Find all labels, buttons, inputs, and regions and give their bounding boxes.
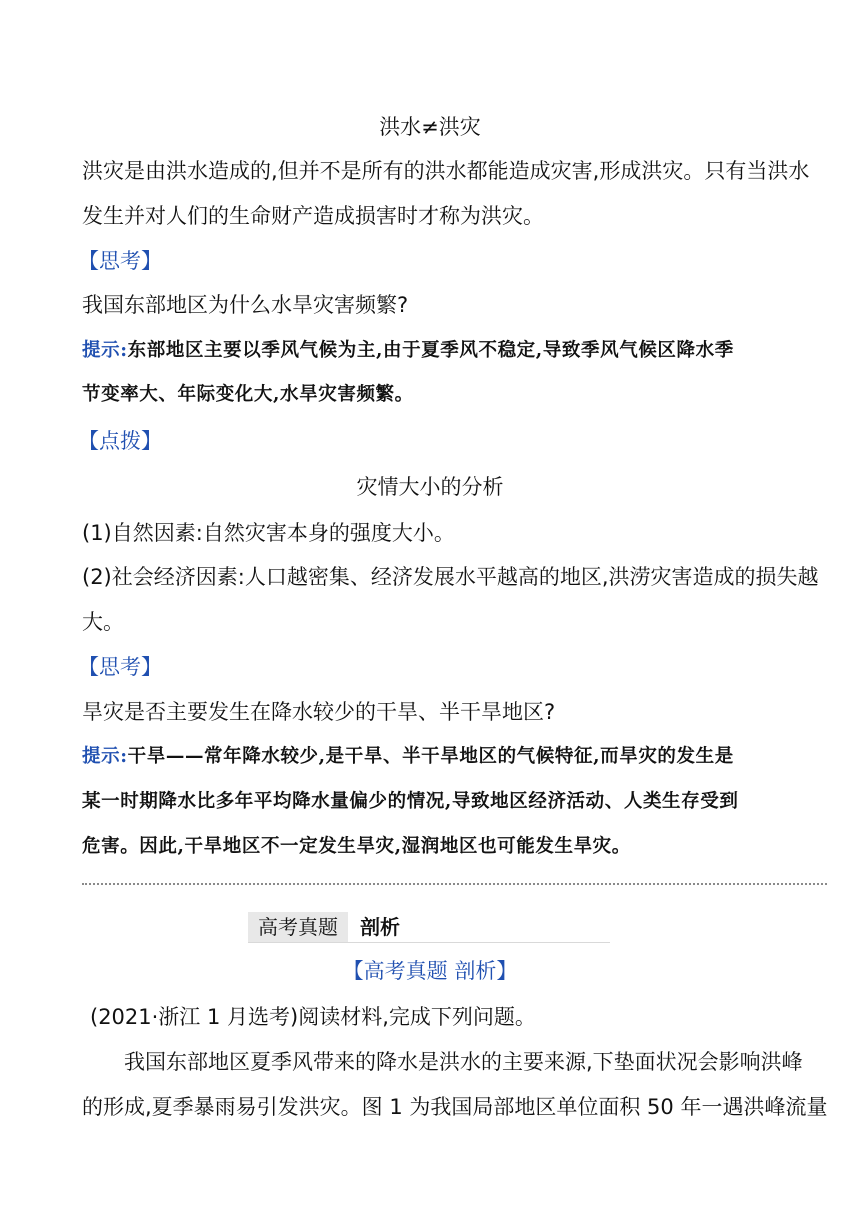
exam-heading: 【高考真题 剖析】 [342,959,518,983]
tip-line: 大。 [82,610,124,634]
exam-paragraph-line: 我国东部地区夏季风带来的降水是洪水的主要来源,下垫面状况会影响洪峰 [124,1050,803,1074]
exam-banner [248,912,610,943]
tip-line: (1)自然因素:自然灾害本身的强度大小。 [82,521,455,545]
paragraph-line: 发生并对人们的生命财产造成损害时才称为洪灾。 [82,204,544,228]
hint-line [82,336,734,366]
think-question: 我国东部地区为什么水旱灾害频繁? [82,293,409,317]
hint-line: 节变率大、年际变化大,水旱灾害频繁。 [82,384,414,405]
hint-text: 干旱——常年降水较少,是干旱、半干旱地区的气候特征,而旱灾的发生是 [127,746,734,767]
think-question: 旱灾是否主要发生在降水较少的干旱、半干旱地区? [82,700,556,724]
hint-text: 东部地区主要以季风气候为主,由于夏季风不稳定,导致季风气候区降水季 [127,340,734,361]
hint-label: 提示: [82,746,128,767]
section-title-flood: 洪水≠洪灾 [379,115,481,139]
hint-label: 提示: [82,340,128,361]
tip-line: (2)社会经济因素:人口越密集、经济发展水平越高的地区,洪涝灾害造成的损失越 [82,565,819,589]
hint-line: 某一时期降水比多年平均降水量偏少的情况,导致地区经济活动、人类生存受到 [82,791,739,812]
think-tag: 【思考】 [78,655,162,679]
tip-title: 灾情大小的分析 [356,475,504,499]
exam-source: (2021·浙江 1 月选考)阅读材料,完成下列问题。 [90,1005,536,1029]
banner-label-right: 剖析 [360,915,400,939]
banner-label-left: 高考真题 [258,915,338,939]
tip-tag: 【点拨】 [78,429,162,453]
exam-paragraph-line: 的形成,夏季暴雨易引发洪灾。图 1 为我国局部地区单位面积 50 年一遇洪峰流量 [82,1095,828,1119]
paragraph-line: 洪灾是由洪水造成的,但并不是所有的洪水都能造成灾害,形成洪灾。只有当洪水 [82,159,810,183]
hint-line [82,742,734,772]
hint-line: 危害。因此,干旱地区不一定发生旱灾,湿润地区也可能发生旱灾。 [82,836,631,857]
think-tag: 【思考】 [78,249,162,273]
dotted-separator [82,883,827,885]
